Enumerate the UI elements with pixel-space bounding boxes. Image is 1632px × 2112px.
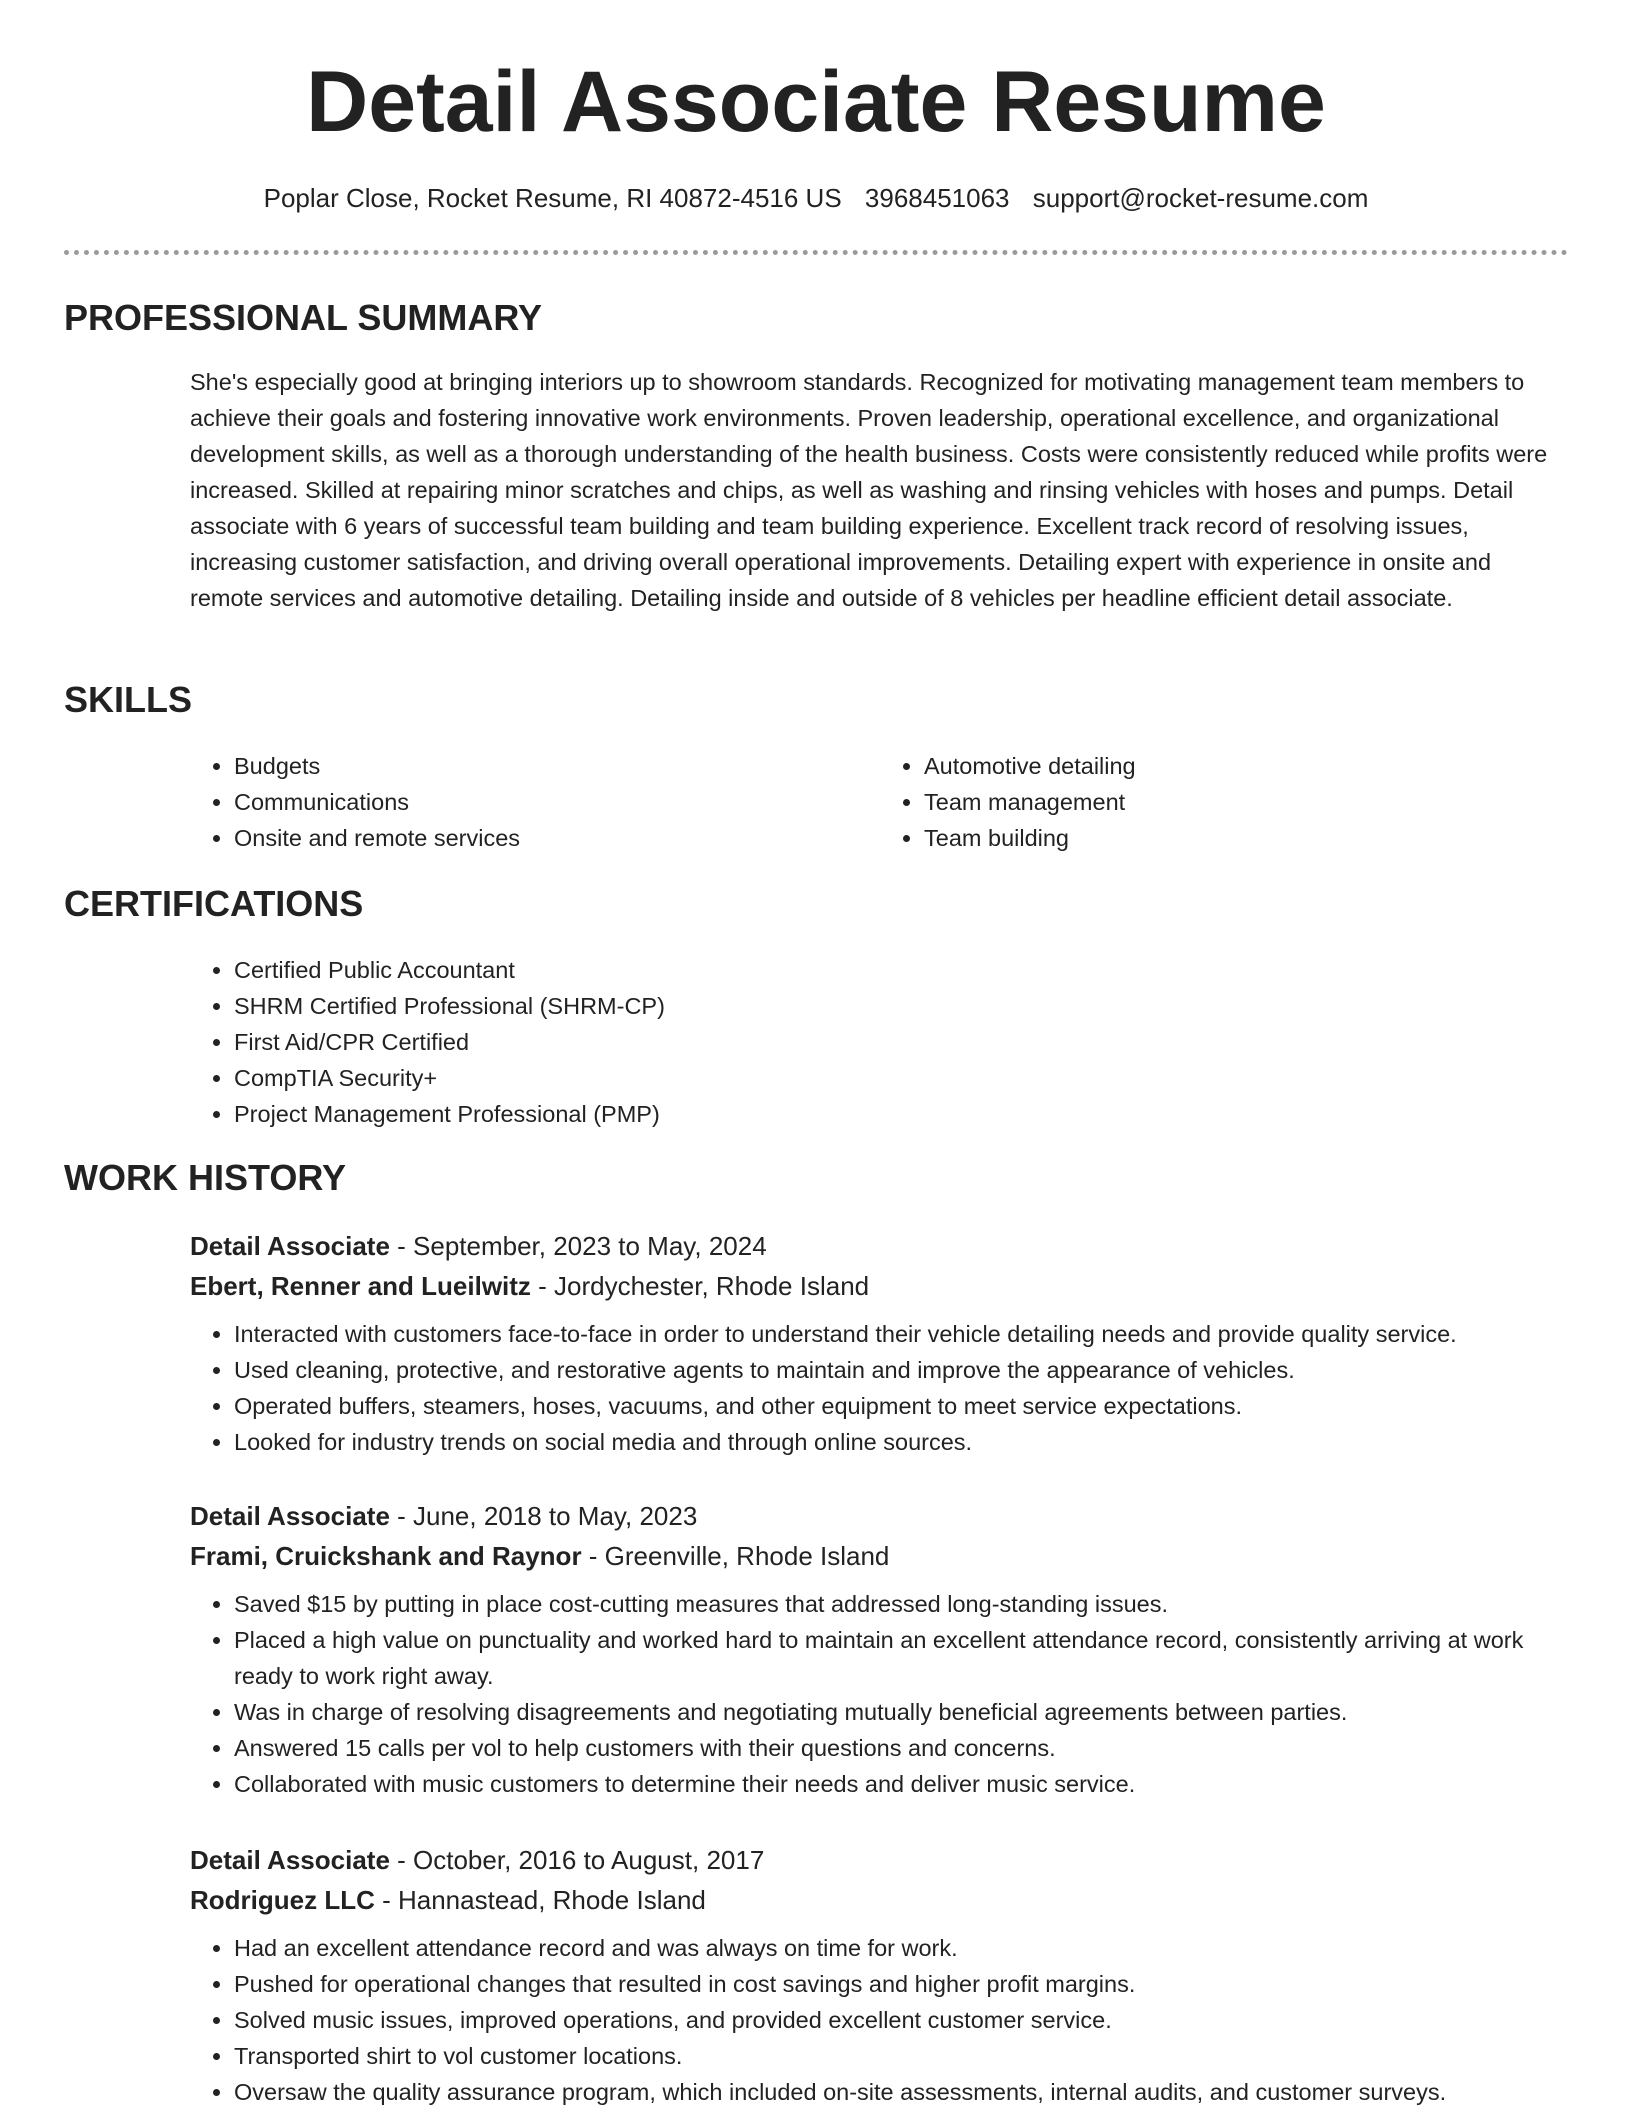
job-location: - Greenville, Rhode Island	[581, 1541, 890, 1571]
skill-item: • Budgets	[234, 748, 880, 784]
job-entry	[190, 1840, 1570, 2110]
skill-item: • Team building	[924, 820, 1570, 856]
job-dates: - June, 2018 to May, 2023	[389, 1501, 698, 1531]
job-bullet: • Transported shirt to vol customer locations.	[234, 2038, 1570, 2074]
contact-line	[0, 180, 1632, 216]
job-bullet: • Had an excellent attendance record and was always on time for work.	[234, 1930, 1570, 1966]
job-title-line	[190, 1496, 1570, 1536]
job-bullet: • Saved $15 by putting in place cost-cutting measures that addressed long-standing issues.	[234, 1586, 1570, 1622]
contact-phone: 3968451063	[864, 183, 1010, 213]
job-bullet: • Operated buffers, steamers, hoses, vacuums, and other equipment to meet service expectations.	[234, 1388, 1570, 1424]
certification-item: • First Aid/CPR Certified	[234, 1024, 1570, 1060]
job-bullet: • Solved music issues, improved operations, and provided excellent customer service.	[234, 2002, 1570, 2038]
job-location: - Jordychester, Rhode Island	[530, 1271, 870, 1301]
job-company: Frami, Cruickshank and Raynor	[190, 1541, 582, 1571]
job-company-line	[190, 1266, 1570, 1306]
job-bullet: • Collaborated with music customers to determine their needs and deliver music service.	[234, 1766, 1570, 1802]
job-bullet: • Interacted with customers face-to-face in order to understand their vehicle detailing needs and provide quality service.	[234, 1316, 1570, 1352]
job-bullet: • Looked for industry trends on social media and through online sources.	[234, 1424, 1570, 1460]
job-bullet: • Oversaw the quality assurance program, which included on-site assessments, internal audits, and customer surveys.	[234, 2074, 1570, 2110]
job-dates: - October, 2016 to August, 2017	[389, 1845, 765, 1875]
skill-item: • Onsite and remote services	[234, 820, 880, 856]
certifications-list	[190, 952, 1570, 1132]
certification-item: • Project Management Professional (PMP)	[234, 1096, 1570, 1132]
skill-item: • Team management	[924, 784, 1570, 820]
job-bullets	[190, 1930, 1570, 2110]
job-title: Detail Associate	[190, 1845, 390, 1875]
skills-heading: SKILLS	[64, 679, 193, 720]
job-bullets	[190, 1586, 1570, 1802]
header-divider	[64, 250, 1568, 255]
resume-title: Detail Associate Resume	[306, 54, 1326, 150]
summary-text: She's especially good at bringing interiors up to showroom standards. Recognized for motivating management team members to achieve their goals and fostering innovative work environments. Proven leadership, operational excellence, and organizational development skills, as well as a thorough understanding of the health business. Costs were consistently reduced while profits were increased. Skilled at repairing minor scratches and chips, as well as washing and rinsing vehicles with hoses and pumps. Detail associate with 6 years of successful team building and team building experience. Excellent track record of resolving issues, increasing customer satisfaction, and driving overall operational improvements. Detailing expert with experience in onsite and remote services and automotive detailing. Detailing inside and outside of 8 vehicles per headline efficient detail associate.	[190, 369, 1548, 611]
skills-column-left	[190, 748, 880, 856]
skills-list	[190, 748, 1570, 856]
job-bullet: • Placed a high value on punctuality and worked hard to maintain an excellent attendance record, consistently arriving at work ready to work right away.	[234, 1622, 1570, 1694]
job-dates: - September, 2023 to May, 2024	[389, 1231, 767, 1261]
certification-item: • SHRM Certified Professional (SHRM-CP)	[234, 988, 1570, 1024]
job-title-line	[190, 1226, 1570, 1266]
job-company-line	[190, 1880, 1570, 1920]
skill-item: • Communications	[234, 784, 880, 820]
certification-item: • Certified Public Accountant	[234, 952, 1570, 988]
job-title: Detail Associate	[190, 1231, 390, 1261]
contact-address: Poplar Close, Rocket Resume, RI 40872-4516 US	[263, 183, 842, 213]
job-bullet: • Pushed for operational changes that resulted in cost savings and higher profit margins.	[234, 1966, 1570, 2002]
job-bullet: • Was in charge of resolving disagreements and negotiating mutually beneficial agreements between parties.	[234, 1694, 1570, 1730]
certification-item: • CompTIA Security+	[234, 1060, 1570, 1096]
job-bullet: • Answered 15 calls per vol to help customers with their questions and concerns.	[234, 1730, 1570, 1766]
job-company: Ebert, Renner and Lueilwitz	[190, 1271, 531, 1301]
job-company: Rodriguez LLC	[190, 1885, 375, 1915]
job-title: Detail Associate	[190, 1501, 390, 1531]
job-title-line	[190, 1840, 1570, 1880]
certifications-heading: CERTIFICATIONS	[64, 883, 364, 924]
job-bullets	[190, 1316, 1570, 1460]
job-bullet: • Used cleaning, protective, and restorative agents to maintain and improve the appearance of vehicles.	[234, 1352, 1570, 1388]
summary-heading: PROFESSIONAL SUMMARY	[64, 297, 543, 338]
skill-item: • Automotive detailing	[924, 748, 1570, 784]
job-company-line	[190, 1536, 1570, 1576]
contact-email: support@rocket-resume.com	[1032, 183, 1369, 213]
work-history-heading: WORK HISTORY	[64, 1157, 347, 1198]
skills-column-right	[880, 748, 1570, 856]
job-entry	[190, 1226, 1570, 1460]
job-location: - Hannastead, Rhode Island	[374, 1885, 706, 1915]
job-entry	[190, 1496, 1570, 1802]
